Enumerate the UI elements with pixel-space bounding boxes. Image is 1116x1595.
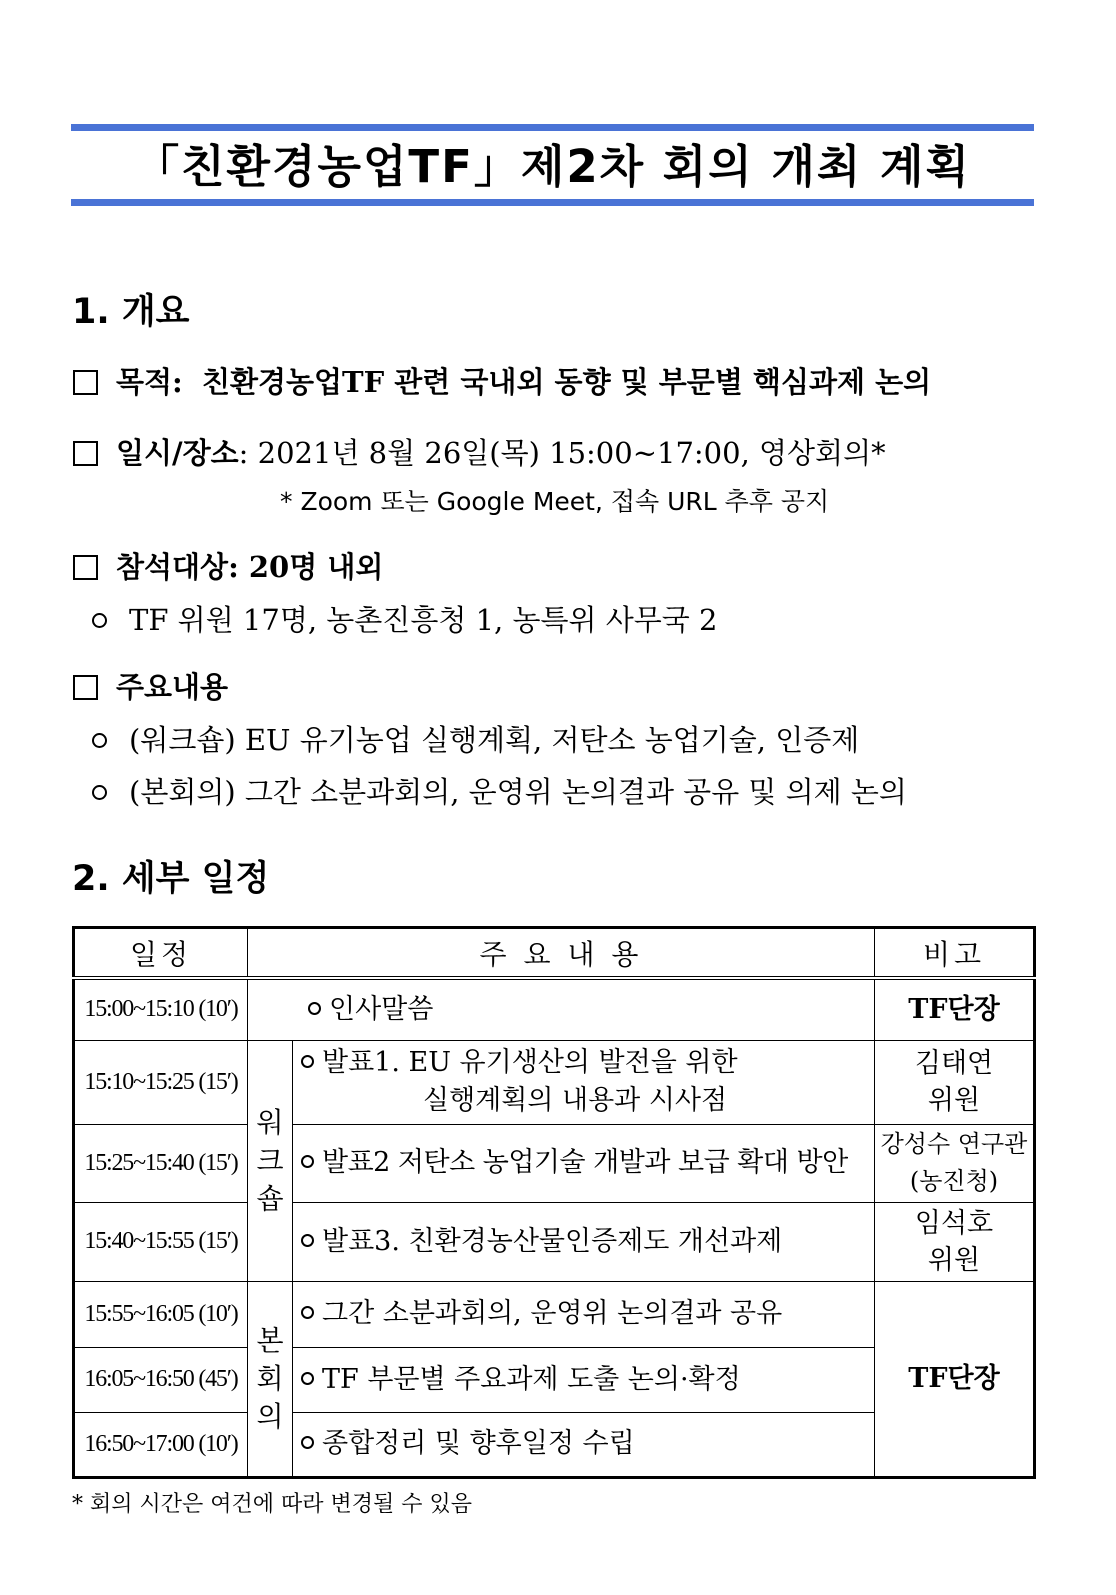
table-row [74,1124,1035,1202]
circle-bullet-icon [301,1234,314,1247]
row-content-text: 발표1. EU 유기생산의 발전을 위한 [322,1047,738,1078]
row-content [293,1347,875,1412]
row-remark: TF단장 [875,978,1035,1040]
row-content [248,978,875,1040]
remark-text: 임석호 [914,1207,994,1239]
circle-bullet-icon [308,1002,321,1015]
row-remark [875,1124,1035,1202]
circle-bullet-icon [301,1306,314,1319]
checkbox-square-icon [73,675,98,700]
group-main [248,1281,293,1477]
main-remark: TF단장 [875,1281,1035,1477]
section1-heading: 1. 개요 [72,292,190,332]
table-row [74,1202,1035,1281]
row-remark [875,1040,1035,1124]
circle-bullet-icon [301,1372,314,1385]
table-row [74,1281,1035,1347]
attendees-label: 참석대상 [116,550,229,584]
table-row [74,1040,1035,1124]
row-content-text: 발표3. 친환경농산물인증제도 개선과제 [322,1225,783,1257]
row-time: 15:55~16:05 (10′) [74,1281,248,1347]
page-title: 「친환경농업TF」제2차 회의 개최 계획 [134,140,971,193]
row-time: 15:25~15:40 (15′) [74,1124,248,1202]
circle-bullet-icon [301,1436,314,1449]
row-time: 15:10~15:25 (15′) [74,1040,248,1124]
circle-bullet-icon [92,785,107,800]
row-time: 16:50~17:00 (10′) [74,1412,248,1477]
row-content-text: 실행계획의 내용과 시사점 [423,1085,728,1116]
remark-text: 강성수 연구관 [880,1130,1028,1158]
circle-bullet-icon [301,1155,314,1168]
checkbox-square-icon [73,441,98,466]
attendees-detail-text: TF 위원 17명, 농촌진흥청 1, 농특위 사무국 2 [129,603,718,637]
title-top-rule [71,124,1034,131]
section2-heading: 2. 세부 일정 [72,859,270,899]
row-time: 16:05~16:50 (45′) [74,1347,248,1412]
group-main-label: 본회의 [256,1323,284,1433]
remark-text: 김태연 [914,1048,994,1079]
circle-bullet-icon [92,733,107,748]
datetime-line [73,433,886,473]
row-content-text: 발표2 저탄소 농업기술 개발과 보급 확대 방안 [322,1147,848,1178]
row-remark [875,1202,1035,1281]
contents-item [92,772,907,812]
row-content-text: 종합정리 및 향후일정 수립 [322,1428,635,1459]
group-workshop-label: 워크숍 [256,1105,284,1215]
group-workshop [248,1040,293,1281]
row-content [293,1412,875,1477]
row-content [293,1124,875,1202]
circle-bullet-icon [92,613,107,628]
contents-label: 주요내용 [116,670,229,704]
purpose-line [73,362,931,402]
table-row [74,978,1035,1040]
remark-text: 위원 [927,1244,981,1276]
header-contents: 주 요 내 용 [248,928,875,979]
datetime-label: 일시/장소 [116,436,239,470]
checkbox-square-icon [73,370,98,395]
remark-text: (농진청) [909,1167,999,1195]
remark-text: 위원 [927,1085,981,1116]
title-bottom-rule [71,199,1034,206]
attendees-detail [92,600,717,640]
header-remark: 비고 [875,928,1035,979]
row-time: 15:00~15:10 (10′) [74,978,248,1040]
row-content [293,1281,875,1347]
attendees-text: : 20명 내외 [228,550,384,584]
row-content-text: TF 부문별 주요과제 도출 논의·확정 [322,1363,741,1395]
checkbox-square-icon [73,555,98,580]
row-content [293,1040,875,1124]
table-header-row [74,928,1035,979]
contents-item-text: (본회의) 그간 소분과회의, 운영위 논의결과 공유 및 의제 논의 [129,775,907,809]
footnote: * 회의 시간은 여건에 따라 변경될 수 있음 [72,1492,472,1517]
purpose-label: 목적: [116,365,183,399]
contents-item-text: (워크숍) EU 유기농업 실행계획, 저탄소 농업기술, 인증제 [129,723,860,757]
schedule-table [72,926,1036,1479]
datetime-text: : 2021년 8월 26일(목) 15:00~17:00, 영상회의* [238,436,886,470]
contents-item [92,720,859,760]
attendees-line [73,547,383,587]
datetime-note: * Zoom 또는 Google Meet, 접속 URL 추후 공지 [280,487,830,516]
row-content [293,1202,875,1281]
circle-bullet-icon [301,1055,314,1068]
purpose-text: 친환경농업TF 관련 국내외 동향 및 부문별 핵심과제 논의 [201,365,932,399]
row-content-text: 인사말씀 [329,993,434,1025]
header-schedule: 일정 [74,928,248,979]
row-time: 15:40~15:55 (15′) [74,1202,248,1281]
row-content-text: 그간 소분과회의, 운영위 논의결과 공유 [322,1298,783,1329]
contents-line [73,667,228,707]
